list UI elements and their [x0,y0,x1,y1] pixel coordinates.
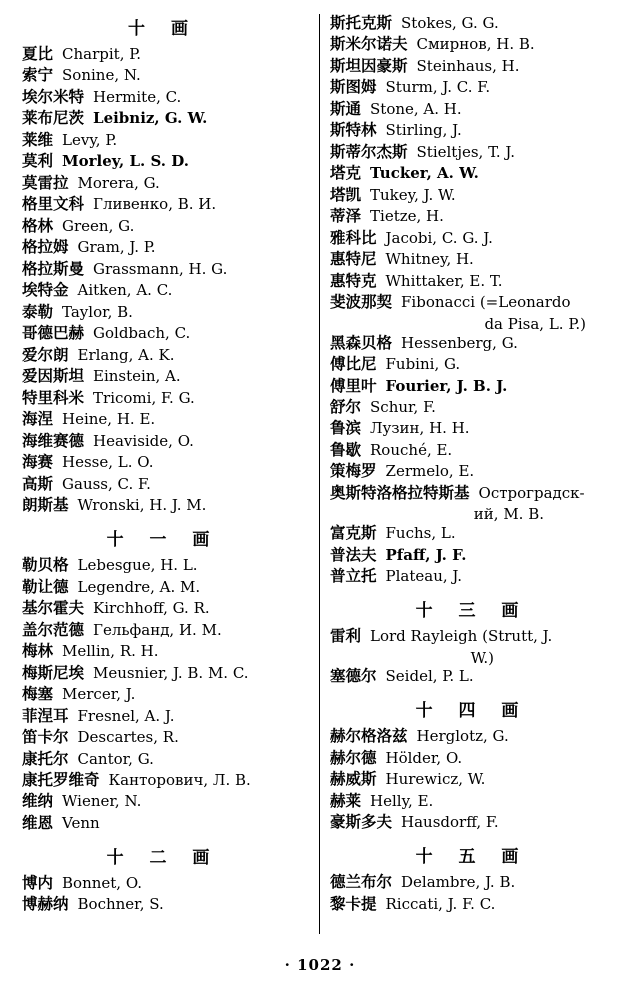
entry-latin: Остроградск- [478,483,585,502]
entry-chinese: 盖尔范德 [22,620,85,639]
index-entry [22,685,304,705]
entry-chinese: 菲涅耳 [22,706,69,725]
entry-chinese: 勒贝格 [22,556,69,575]
entry-latin: Tucker, A. W. [370,164,479,183]
entry-chinese: 海维赛德 [22,431,85,450]
column-divider-rule [319,14,320,934]
index-entry [22,195,304,215]
entry-latin: Gauss, C. F. [62,474,151,493]
entry-chinese: 索宁 [22,66,54,85]
entry-latin: Гливенко, В. И. [93,195,217,214]
entry-chinese: 笛卡尔 [22,728,69,747]
index-entry [22,281,304,301]
entry-chinese: 斐波那契 [330,293,393,312]
entry-latin: Morera, G. [77,173,160,192]
entry-latin: Grassmann, H. G. [93,259,228,278]
index-entry [330,121,614,141]
entry-chinese: 博赫纳 [22,895,69,914]
entry-latin: Levy, P. [62,130,118,149]
entry-chinese: 梅斯尼埃 [22,663,85,682]
index-entry [330,14,614,34]
entry-chinese: 格里文科 [22,195,85,214]
index-entry [330,57,614,77]
entry-chinese: 鲁歇 [330,440,362,459]
entry-chinese: 黑森贝格 [330,333,393,352]
entry-chinese: 莫雷拉 [22,173,69,192]
entry-latin: Morley, L. S. D. [62,152,189,171]
index-entry [330,377,614,397]
entry-latin: Fresnel, A. J. [77,706,175,725]
index-entry [330,186,614,206]
entry-latin: Aitken, A. C. [77,281,173,300]
index-entry [22,599,304,619]
index-entry [22,66,304,86]
entry-chinese: 赫尔德 [330,748,377,767]
index-entry [22,771,304,791]
entry-chinese: 傅比尼 [330,355,377,374]
entry-latin: Mercer, J. [62,685,136,704]
page-number: · 1022 · [284,956,356,974]
entry-latin: Hausdorff, F. [401,813,499,832]
entry-chinese: 雅科比 [330,228,377,247]
entry-chinese: 惠特尼 [330,250,377,269]
entry-latin: Fuchs, L. [385,524,456,543]
entry-latin: Pfaff, J. F. [385,545,467,564]
index-entry [22,217,304,237]
entry-latin: Erlang, A. K. [77,345,175,364]
entry-chinese: 塔凯 [330,185,362,204]
entry-latin: Канторович, Л. В. [108,771,251,789]
entry-latin: Steinhaus, H. [416,56,520,75]
entry-latin: Heine, H. E. [62,410,156,429]
entry-chinese: 格拉姆 [22,238,69,257]
index-entry [22,728,304,748]
index-entry [330,100,614,120]
index-entry [22,45,304,65]
entry-chinese: 斯蒂尔杰斯 [330,142,408,161]
entry-latin: Delambre, J. B. [401,873,516,892]
entry-latin: Plateau, J. [385,567,463,586]
entry-chinese: 维恩 [22,813,54,832]
index-entry [330,35,614,55]
index-entry [330,441,614,461]
entry-latin: Jacobi, C. G. J. [385,228,493,247]
entry-latin: Гельфанд, И. М. [93,620,222,639]
index-entry [330,398,614,418]
entry-chinese: 普法夫 [330,545,377,564]
entry-chinese: 赫威斯 [330,770,377,789]
entry-latin: Seidel, P. L. [385,667,474,686]
index-entry [22,814,304,834]
index-entry [330,355,614,375]
entry-chinese: 斯图姆 [330,78,377,97]
entry-chinese: 格林 [22,216,54,235]
index-entry [330,813,614,833]
section-heading-13-strokes: 十 三 画 [415,601,529,622]
entry-chinese: 赫尔格洛兹 [330,727,408,746]
entry-latin: Riccati, J. F. C. [385,894,496,913]
entry-latin: Schur, F. [370,397,436,416]
entry-chinese: 斯托克斯 [330,14,393,32]
entry-latin: Goldbach, C. [93,324,191,343]
entry-latin: Rouché, E. [370,440,453,459]
entry-latin: Lord Rayleigh (Strutt, J. [370,627,553,646]
section-heading-10-strokes: 十 画 [128,19,198,39]
section-heading-12-strokes: 十 二 画 [106,847,220,868]
entry-chinese: 普立托 [330,567,377,586]
entry-latin: Wronski, H. J. M. [77,496,207,515]
index-entry [330,749,614,769]
index-entry [22,152,304,172]
entry-latin: Hessenberg, G. [401,333,518,352]
entry-latin: Sonine, N. [62,66,141,85]
entry-latin: Bochner, S. [77,895,164,914]
index-entry [22,792,304,812]
two-column-body [10,14,630,934]
entry-latin: Taylor, B. [62,302,133,321]
entry-chinese: 奥斯特洛格拉特斯基 [330,483,470,502]
entry-latin: Venn [62,813,100,832]
entry-latin: Tietze, H. [370,207,444,226]
index-entry [330,727,614,747]
index-entry [330,78,614,98]
index-entry [22,750,304,770]
entry-latin: Hesse, L. O. [62,453,154,472]
entry-chinese: 惠特克 [330,271,377,290]
entry-chinese: 黎卡提 [330,894,377,913]
index-entry [330,229,614,249]
entry-latin: Meusnier, J. B. M. C. [93,663,249,682]
entry-latin: Tukey, J. W. [370,185,456,204]
entry-chinese: 哥德巴赫 [22,324,85,343]
index-entry [22,238,304,258]
index-entry [22,664,304,684]
entry-latin: Whitney, H. [385,250,474,269]
entry-latin: Hurewicz, W. [385,770,486,789]
page-footer [0,956,640,974]
entry-latin: Green, G. [62,216,135,235]
entry-chinese: 斯特林 [330,121,377,140]
entry-latin: Stirling, J. [385,121,462,140]
entry-latin: Legendre, A. M. [77,577,201,596]
index-entry [330,567,614,587]
entry-chinese: 康托罗维奇 [22,771,100,789]
entry-chinese: 斯米尔诺夫 [330,35,408,54]
index-entry [330,164,614,184]
index-entry [330,207,614,227]
entry-chinese: 塔克 [330,164,362,183]
index-entry [22,324,304,344]
section-heading-15-strokes: 十 五 画 [415,847,529,868]
index-entry [22,453,304,473]
entry-chinese: 维纳 [22,792,54,811]
index-entry [330,627,614,647]
entry-latin: Leibniz, G. W. [93,109,208,128]
index-entry [22,475,304,495]
entry-latin: Gram, J. P. [77,238,156,257]
entry-latin: Kirchhoff, G. R. [93,599,210,618]
index-entry [22,88,304,108]
entry-chinese: 德兰布尔 [330,873,393,892]
entry-latin: Zermelo, E. [385,462,475,481]
entry-latin: Charpit, P. [62,45,142,63]
entry-chinese: 富克斯 [330,524,377,543]
entry-chinese: 特里科米 [22,388,85,407]
entry-latin: Stone, A. H. [370,99,462,118]
entry-latin: Hölder, O. [385,748,463,767]
entry-chinese: 泰勒 [22,302,54,321]
entry-chinese: 博内 [22,873,54,892]
entry-latin: Fibonacci (=Leonardo [401,293,571,312]
entry-chinese: 策梅罗 [330,462,377,481]
index-entry [330,524,614,544]
section-heading-14-strokes: 十 四 画 [415,701,529,722]
entry-chinese: 斯通 [330,99,362,118]
entry-chinese: 雷利 [330,627,362,646]
entry-chinese: 赫莱 [330,791,362,810]
index-entry [330,143,614,163]
entry-continuation: da Pisa, L. P.) [484,314,586,333]
left-column [10,14,316,934]
index-entry [330,272,614,292]
entry-latin: Wiener, N. [62,792,142,811]
index-entry [330,293,614,313]
entry-continuation: W.) [470,648,494,667]
entry-chinese: 夏比 [22,45,54,63]
index-entry [22,432,304,452]
entry-latin: Bonnet, O. [62,873,143,892]
index-entry [330,419,614,439]
index-entry [330,667,614,687]
index-entry [22,303,304,323]
index-entry [22,621,304,641]
index-entry [22,496,304,516]
entry-latin: Sturm, J. C. F. [385,78,491,97]
entry-chinese: 朗斯基 [22,496,69,515]
entry-chinese: 埃特金 [22,281,69,300]
entry-chinese: 傅里叶 [330,376,377,395]
entry-chinese: 高斯 [22,474,54,493]
index-entry [22,895,304,915]
entry-latin: Whittaker, E. T. [385,271,503,290]
entry-latin: Stieltjes, T. J. [416,142,516,161]
index-entry [22,109,304,129]
entry-chinese: 梅林 [22,642,54,661]
index-entry [22,556,304,576]
entry-chinese: 基尔霍夫 [22,599,85,618]
index-entry [330,334,614,354]
index-entry [22,174,304,194]
entry-chinese: 豪斯多夫 [330,813,393,832]
index-entry [22,578,304,598]
entry-chinese: 埃尔米特 [22,87,85,106]
index-entry [330,895,614,915]
index-entry [330,250,614,270]
index-entry [330,484,614,504]
entry-latin: Heaviside, O. [93,431,194,450]
index-entry [22,410,304,430]
entry-latin: Lebesgue, H. L. [77,556,198,575]
entry-chinese: 爱因斯坦 [22,367,85,386]
entry-chinese: 舒尔 [330,397,362,416]
entry-chinese: 蒂泽 [330,207,362,226]
entry-latin: Mellin, R. H. [62,642,159,661]
entry-chinese: 康托尔 [22,749,69,768]
entry-chinese: 塞德尔 [330,667,377,686]
index-entry [330,770,614,790]
index-entry [22,260,304,280]
entry-latin: Cantor, G. [77,749,154,768]
entry-latin: Einstein, A. [93,367,181,386]
entry-chinese: 莱布尼茨 [22,109,85,128]
index-entry [22,131,304,151]
entry-chinese: 勒让德 [22,577,69,596]
index-entry [22,707,304,727]
section-heading-11-strokes: 十 一 画 [106,530,220,551]
index-entry [330,873,614,893]
entry-latin: Лузин, Н. Н. [370,419,470,438]
entry-latin: Fourier, J. B. J. [385,376,508,395]
entry-continuation: ий, М. В. [473,505,544,524]
index-entry [22,642,304,662]
index-entry [22,874,304,894]
index-entry [330,462,614,482]
index-entry [22,367,304,387]
entry-latin: Tricomi, F. G. [93,388,195,407]
entry-latin: Descartes, R. [77,728,179,747]
entry-chinese: 海赛 [22,453,54,472]
entry-chinese: 莱维 [22,130,54,149]
entry-latin: Herglotz, G. [416,727,509,746]
index-entry [22,389,304,409]
entry-latin: Смирнов, Н. В. [416,35,535,54]
entry-latin: Fubini, G. [385,355,461,374]
entry-latin: Stokes, G. G. [401,14,499,32]
entry-chinese: 梅塞 [22,685,54,704]
entry-chinese: 斯坦因豪斯 [330,56,408,75]
index-entry [330,546,614,566]
entry-chinese: 爱尔朗 [22,345,69,364]
entry-latin: Helly, E. [370,791,434,810]
entry-chinese: 格拉斯曼 [22,259,85,278]
right-column [316,14,622,934]
entry-chinese: 莫利 [22,152,54,171]
index-entry [22,346,304,366]
entry-chinese: 海涅 [22,410,54,429]
entry-latin: Hermite, C. [93,87,182,106]
entry-chinese: 鲁滨 [330,419,362,438]
index-entry [330,792,614,812]
